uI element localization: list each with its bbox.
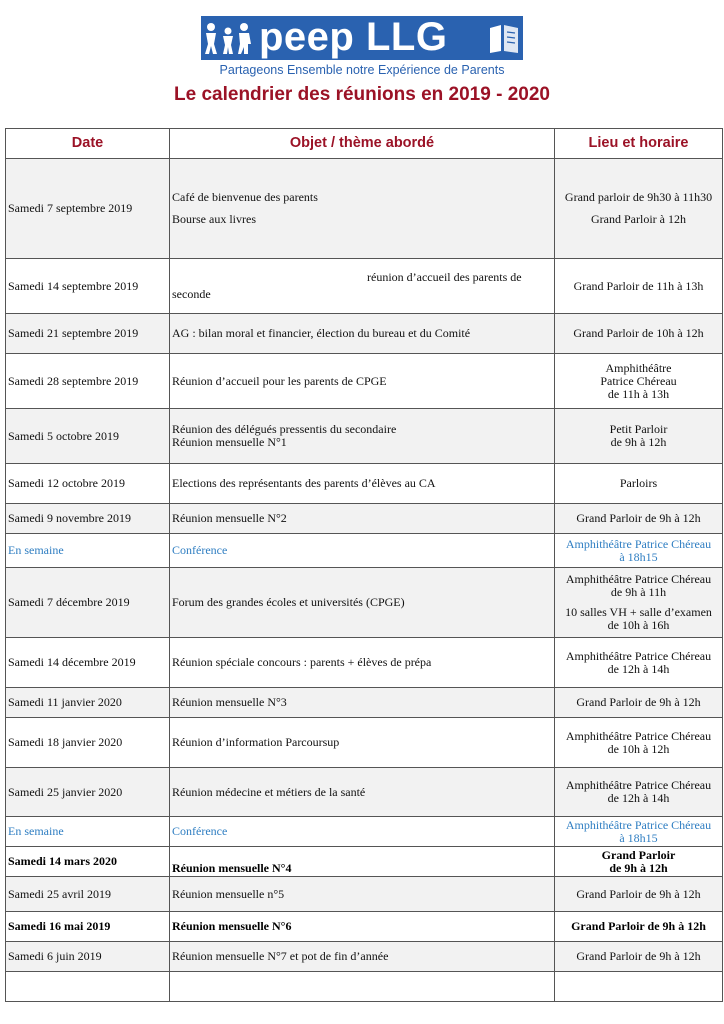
row-place (555, 354, 723, 409)
table-row (6, 847, 723, 877)
logo-wordmark: peep LLG (259, 15, 448, 59)
place-line: Amphithéâtre Patrice Chéreau (565, 648, 712, 663)
row-subject: Réunion d’accueil pour les parents de CPGE (170, 354, 555, 409)
table-row (6, 464, 723, 504)
row-subject: Conférence (170, 817, 555, 847)
subject-line: Réunion mensuelle N°1 (172, 435, 287, 449)
row-place (555, 768, 723, 817)
row-subject: AG : bilan moral et financier, élection du bureau et du Comité (170, 314, 555, 354)
table-row (6, 314, 723, 354)
row-subject: Conférence (170, 534, 555, 568)
row-date: Samedi 28 septembre 2019 (6, 354, 170, 409)
place-line: Amphithéâtre Patrice Chéreau (565, 536, 712, 551)
logo-tagline: Partageons Ensemble notre Expérience de Parents (219, 63, 505, 77)
place-line: de 9h à 11h (610, 585, 667, 599)
row-place (555, 568, 723, 638)
row-date: Samedi 21 septembre 2019 (6, 314, 170, 354)
place-line: de 10h à 16h (607, 618, 670, 632)
table-row (6, 768, 723, 817)
place-line: 10 salles VH + salle d’examen (565, 605, 712, 619)
row-date: Samedi 18 janvier 2020 (6, 718, 170, 768)
table-row (6, 688, 723, 718)
row-date: Samedi 5 octobre 2019 (6, 409, 170, 464)
row-place: Grand Parloir de 9h à 12h (555, 688, 723, 718)
row-subject: Réunion mensuelle N°4 (170, 847, 555, 877)
row-date (6, 972, 170, 1002)
place-line: de 12h à 14h (607, 791, 670, 805)
row-subject: Réunion mensuelle N°3 (170, 688, 555, 718)
row-subject: Réunion mensuelle N°6 (170, 912, 555, 942)
table-row (6, 409, 723, 464)
row-place (555, 817, 723, 847)
place-line: Petit Parloir (609, 422, 668, 436)
table-row (6, 718, 723, 768)
place-line: de 9h à 12h (609, 860, 668, 875)
table-row (6, 159, 723, 259)
row-place: Grand Parloir de 9h à 12h (555, 912, 723, 942)
row-date: Samedi 11 janvier 2020 (6, 688, 170, 718)
place-line: Amphithéâtre (605, 360, 672, 375)
row-subject: Réunion mensuelle n°5 (170, 877, 555, 912)
row-date: En semaine (6, 534, 170, 568)
row-date: Samedi 9 novembre 2019 (6, 504, 170, 534)
row-place: Grand Parloir de 11h à 13h (555, 259, 723, 314)
subject-line: Café de bienvenue des parents (172, 190, 318, 204)
meetings-table (5, 128, 723, 1002)
place-line: de 11h à 13h (607, 386, 670, 401)
subject-line: Bourse aux livres (172, 212, 256, 226)
row-place (555, 638, 723, 688)
place-line: Amphithéâtre Patrice Chéreau (565, 778, 712, 792)
row-subject: Réunion mensuelle N°7 et pot de fin d’année (170, 942, 555, 972)
row-place (555, 718, 723, 768)
place-line: de 12h à 14h (607, 661, 670, 676)
row-subject (170, 159, 555, 259)
table-row (6, 817, 723, 847)
column-header-subject: Objet / thème abordé (170, 129, 555, 159)
row-place: Grand Parloir de 9h à 12h (555, 504, 723, 534)
row-subject: Réunion d’information Parcoursup (170, 718, 555, 768)
row-place: Grand Parloir de 9h à 12h (555, 877, 723, 912)
row-subject (170, 409, 555, 464)
table-row-empty (6, 972, 723, 1002)
row-date: Samedi 25 avril 2019 (6, 877, 170, 912)
row-place: Grand Parloir de 9h à 12h (555, 942, 723, 972)
row-place (555, 409, 723, 464)
row-subject (170, 972, 555, 1002)
column-header-place: Lieu et horaire (555, 129, 723, 159)
row-date: Samedi 6 juin 2019 (6, 942, 170, 972)
place-line: Patrice Chéreau (600, 373, 677, 388)
place-line: à 18h15 (619, 830, 658, 845)
page-title: Le calendrier des réunions en 2019 - 2020 (174, 84, 550, 105)
table-header-row (6, 129, 723, 159)
place-line: Amphithéâtre Patrice Chéreau (565, 817, 712, 832)
subject-line: seconde (172, 287, 211, 301)
place-line: à 18h15 (619, 549, 658, 564)
row-subject: Elections des représentants des parents d’élèves au CA (170, 464, 555, 504)
row-date: Samedi 25 janvier 2020 (6, 768, 170, 817)
row-subject: Réunion spéciale concours : parents + élèves de prépa (170, 638, 555, 688)
place-line: de 9h à 12h (610, 435, 667, 449)
row-subject: Réunion médecine et métiers de la santé (170, 768, 555, 817)
table-row (6, 504, 723, 534)
puzzle-book-icon (487, 20, 521, 56)
table-row (6, 638, 723, 688)
row-subject (170, 259, 555, 314)
row-subject: Forum des grandes écoles et universités (CPGE) (170, 568, 555, 638)
row-place: Parloirs (555, 464, 723, 504)
family-figures-icon (203, 20, 253, 56)
column-header-date: Date (6, 129, 170, 159)
place-line: Grand Parloir (601, 847, 676, 862)
place-line: Grand parloir de 9h30 à 11h30 (564, 190, 713, 204)
subject-line: réunion d’accueil des parents de (367, 270, 522, 284)
row-date: En semaine (6, 817, 170, 847)
row-place (555, 972, 723, 1002)
table-row (6, 877, 723, 912)
row-date: Samedi 7 décembre 2019 (6, 568, 170, 638)
row-place (555, 159, 723, 259)
table-row (6, 354, 723, 409)
place-line: Amphithéâtre Patrice Chéreau (565, 728, 712, 743)
row-date: Samedi 14 septembre 2019 (6, 259, 170, 314)
row-date: Samedi 7 septembre 2019 (6, 159, 170, 259)
row-date: Samedi 14 décembre 2019 (6, 638, 170, 688)
place-line: Amphithéâtre Patrice Chéreau (565, 572, 712, 586)
row-place (555, 534, 723, 568)
row-subject: Réunion mensuelle N°2 (170, 504, 555, 534)
table-row (6, 912, 723, 942)
peep-logo (201, 16, 523, 60)
table-row (6, 534, 723, 568)
row-date: Samedi 16 mai 2019 (6, 912, 170, 942)
place-line: Grand Parloir à 12h (591, 212, 686, 226)
table-row (6, 942, 723, 972)
table-row (6, 259, 723, 314)
row-date: Samedi 14 mars 2020 (6, 847, 170, 877)
subject-line: Réunion des délégués pressentis du secondaire (172, 422, 397, 436)
table-row (6, 568, 723, 638)
row-date: Samedi 12 octobre 2019 (6, 464, 170, 504)
place-line: de 10h à 12h (607, 741, 670, 756)
row-place: Grand Parloir de 10h à 12h (555, 314, 723, 354)
row-place (555, 847, 723, 877)
